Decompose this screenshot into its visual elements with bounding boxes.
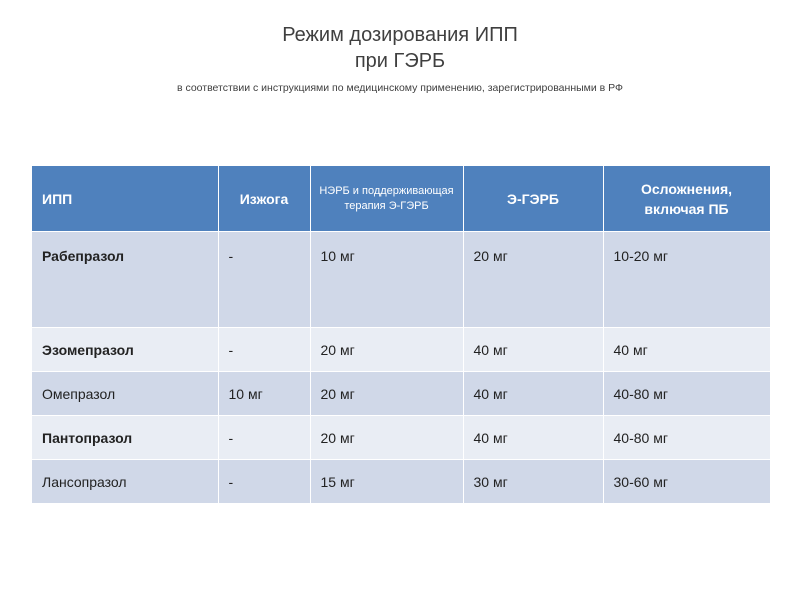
column-header-ipp: ИПП <box>32 166 218 232</box>
table-row <box>32 416 770 460</box>
column-header-complications: Осложнения, включая ПБ <box>603 166 770 232</box>
nerd-dose-cell: 20 мг <box>310 372 463 416</box>
erosive-dose-cell: 30 мг <box>463 460 603 504</box>
table-row <box>32 460 770 504</box>
complications-dose-cell: 10-20 мг <box>603 232 770 328</box>
title-block <box>0 22 800 96</box>
column-header-heartburn: Изжога <box>218 166 310 232</box>
table-body <box>32 232 770 504</box>
heartburn-dose-cell: 10 мг <box>218 372 310 416</box>
drug-name-cell: Рабепразол <box>32 232 218 328</box>
nerd-dose-cell: 20 мг <box>310 416 463 460</box>
table-header-row <box>32 166 770 232</box>
erosive-dose-cell: 40 мг <box>463 416 603 460</box>
complications-dose-cell: 40-80 мг <box>603 372 770 416</box>
complications-dose-cell: 40-80 мг <box>603 416 770 460</box>
drug-name-cell: Эзомепразол <box>32 328 218 372</box>
nerd-dose-cell: 10 мг <box>310 232 463 328</box>
heartburn-dose-cell: - <box>218 416 310 460</box>
table-row <box>32 372 770 416</box>
column-header-erosive-gerd: Э-ГЭРБ <box>463 166 603 232</box>
complications-dose-cell: 40 мг <box>603 328 770 372</box>
erosive-dose-cell: 40 мг <box>463 328 603 372</box>
heartburn-dose-cell: - <box>218 460 310 504</box>
drug-name-cell: Пантопразол <box>32 416 218 460</box>
drug-name-cell: Лансопразол <box>32 460 218 504</box>
heartburn-dose-cell: - <box>218 232 310 328</box>
nerd-dose-cell: 20 мг <box>310 328 463 372</box>
erosive-dose-cell: 20 мг <box>463 232 603 328</box>
page-title-line-2: при ГЭРБ <box>354 50 446 72</box>
table-row <box>32 232 770 328</box>
complications-dose-cell: 30-60 мг <box>603 460 770 504</box>
column-header-nerd-maintenance: НЭРБ и поддерживающая терапия Э-ГЭРБ <box>310 166 463 232</box>
heartburn-dose-cell: - <box>218 328 310 372</box>
nerd-dose-cell: 15 мг <box>310 460 463 504</box>
page-title: Режим дозирования ИПП <box>282 24 518 46</box>
drug-name-cell: Омепразол <box>32 372 218 416</box>
page-subtitle: в соответствии с инструкциями по медицинскому применению, зарегистрированными в РФ <box>176 82 624 94</box>
erosive-dose-cell: 40 мг <box>463 372 603 416</box>
table-row <box>32 328 770 372</box>
dosing-table <box>32 166 771 503</box>
